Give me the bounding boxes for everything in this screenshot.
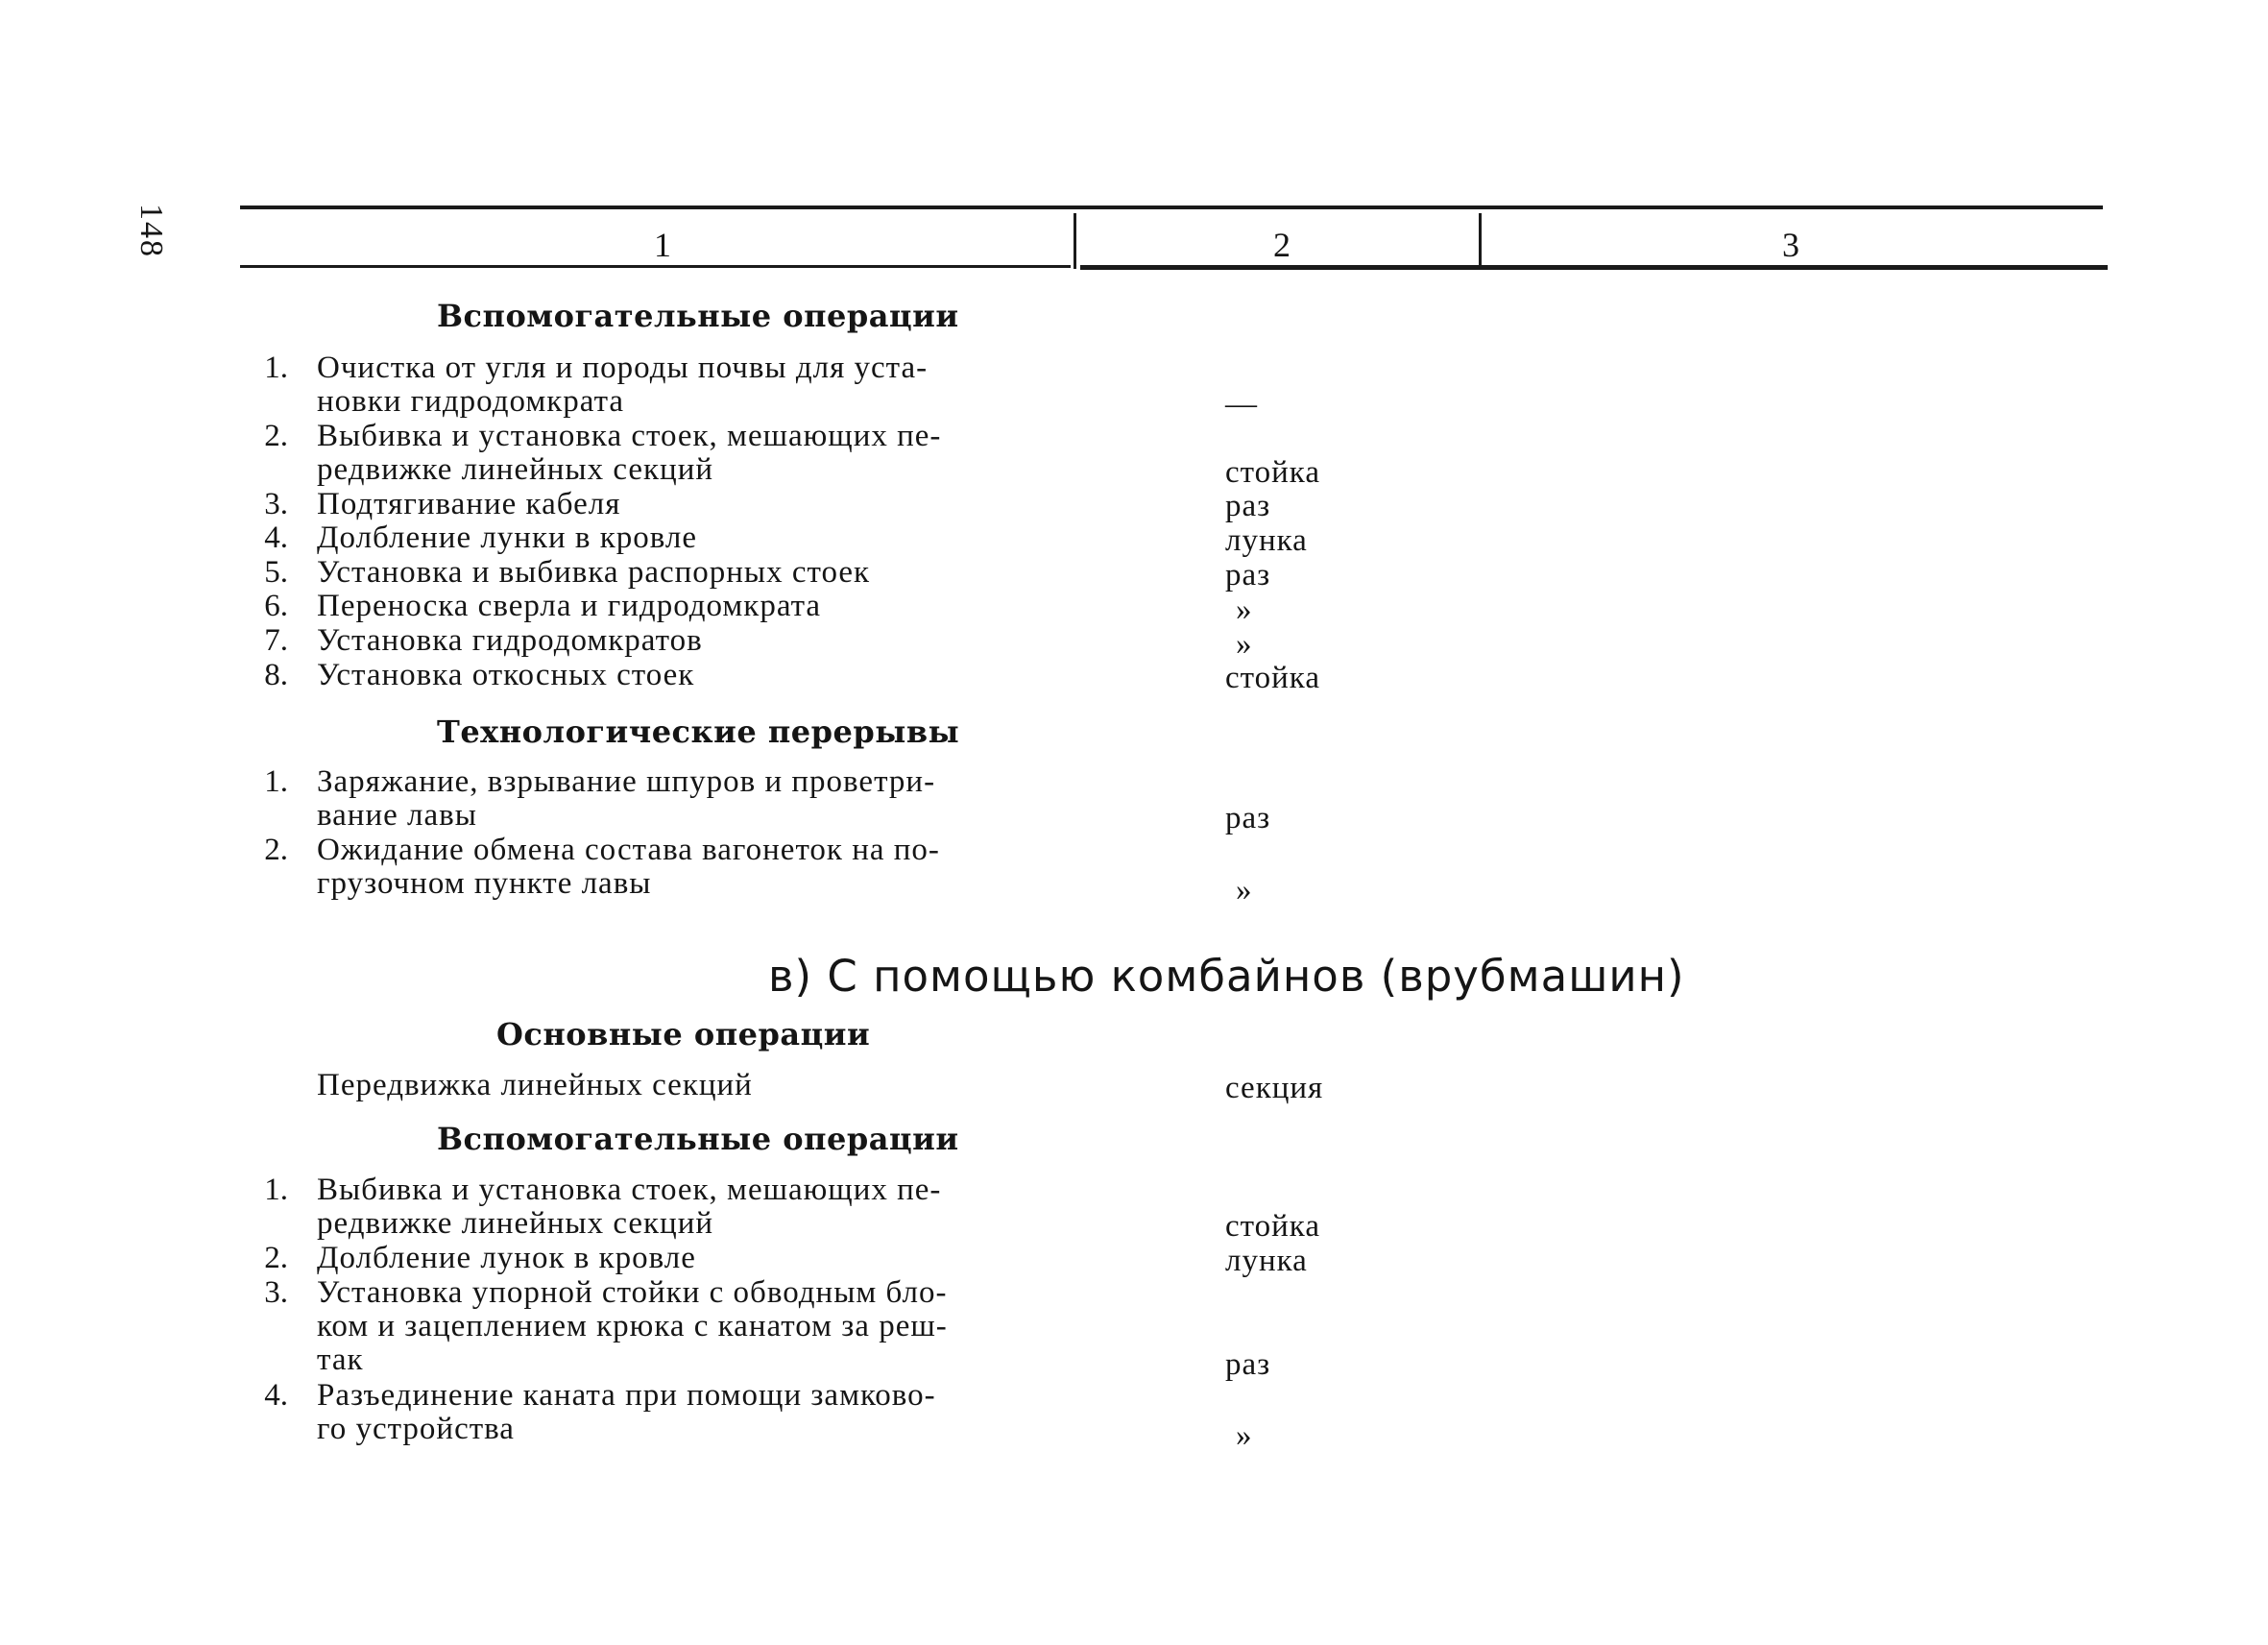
item-unit: стойка — [1225, 1209, 1320, 1244]
item-number: 1. — [264, 351, 288, 385]
item-text: Установка и выбивка распорных стоек — [317, 555, 871, 590]
item-text: Разъединение каната при помощи замково- го устройства — [317, 1378, 936, 1446]
item-number: 4. — [264, 520, 288, 555]
section-title: в) С помощью комбайнов (врубмашин) — [768, 951, 1685, 1002]
page-number: 148 — [133, 204, 169, 258]
item-text: Установка гидродомкратов — [317, 623, 703, 658]
item-text: Долбление лунки в кровле — [317, 520, 698, 555]
item-unit: стойка — [1225, 661, 1320, 695]
table-top-rule — [240, 206, 2103, 209]
item-text: Очистка от угля и породы почвы для уста- новки гидродомкрата — [317, 351, 929, 419]
item-text: Передвижка линейных секций — [317, 1068, 753, 1102]
aux-ops-heading: Вспомогательные операции — [437, 298, 959, 334]
column-divider-2 — [1479, 213, 1482, 269]
item-unit: » — [1236, 627, 1253, 662]
tech-breaks-heading: Технологические перерывы — [437, 714, 960, 750]
item-unit: » — [1236, 873, 1253, 907]
item-number: 4. — [264, 1378, 288, 1413]
item-number: 7. — [264, 623, 288, 658]
item-unit: » — [1236, 593, 1253, 627]
item-text: Установка упорной стойки с обводным бло- ком и зацеплением крюка с канатом за реш- так — [317, 1275, 948, 1377]
item-unit: раз — [1225, 801, 1271, 835]
item-unit: стойка — [1225, 455, 1320, 490]
item-number: 3. — [264, 487, 288, 521]
item-number: 8. — [264, 658, 288, 692]
item-text: Подтягивание кабеля — [317, 487, 621, 521]
item-unit: — — [1225, 387, 1258, 422]
table-header-rule-left — [240, 265, 1071, 268]
column-header-2: 2 — [1273, 226, 1291, 264]
aux-ops-heading-v: Вспомогательные операции — [437, 1121, 959, 1157]
item-unit: секция — [1225, 1071, 1324, 1105]
item-number: 2. — [264, 419, 288, 453]
item-number: 2. — [264, 833, 288, 867]
item-text: Переноска сверла и гидродомкрата — [317, 589, 822, 623]
item-number: 2. — [264, 1241, 288, 1275]
item-number: 5. — [264, 555, 288, 590]
table-header-rule-right — [1080, 265, 2108, 270]
item-number: 3. — [264, 1275, 288, 1310]
item-unit: раз — [1225, 489, 1271, 523]
item-number: 6. — [264, 589, 288, 623]
item-text: Долбление лунок в кровле — [317, 1241, 696, 1275]
item-text: Выбивка и установка стоек, мешающих пе- редвижке линейных секций — [317, 419, 942, 487]
column-divider-1 — [1074, 213, 1076, 269]
item-unit: раз — [1225, 1347, 1271, 1382]
item-unit: лунка — [1225, 1244, 1308, 1278]
item-unit: раз — [1225, 558, 1271, 593]
item-text: Выбивка и установка стоек, мешающих пе- редвижке линейных секций — [317, 1173, 942, 1241]
item-text: Ожидание обмена состава вагонеток на по- грузочном пункте лавы — [317, 833, 940, 901]
item-number: 1. — [264, 1173, 288, 1207]
item-number: 1. — [264, 764, 288, 799]
column-header-3: 3 — [1782, 226, 1799, 264]
item-unit: » — [1236, 1418, 1253, 1453]
column-header-1: 1 — [654, 226, 671, 264]
main-ops-heading: Основные операции — [496, 1016, 871, 1052]
item-text: Установка откосных стоек — [317, 658, 695, 692]
item-unit: лунка — [1225, 523, 1308, 558]
item-text: Заряжание, взрывание шпуров и проветри- вание лавы — [317, 764, 936, 833]
